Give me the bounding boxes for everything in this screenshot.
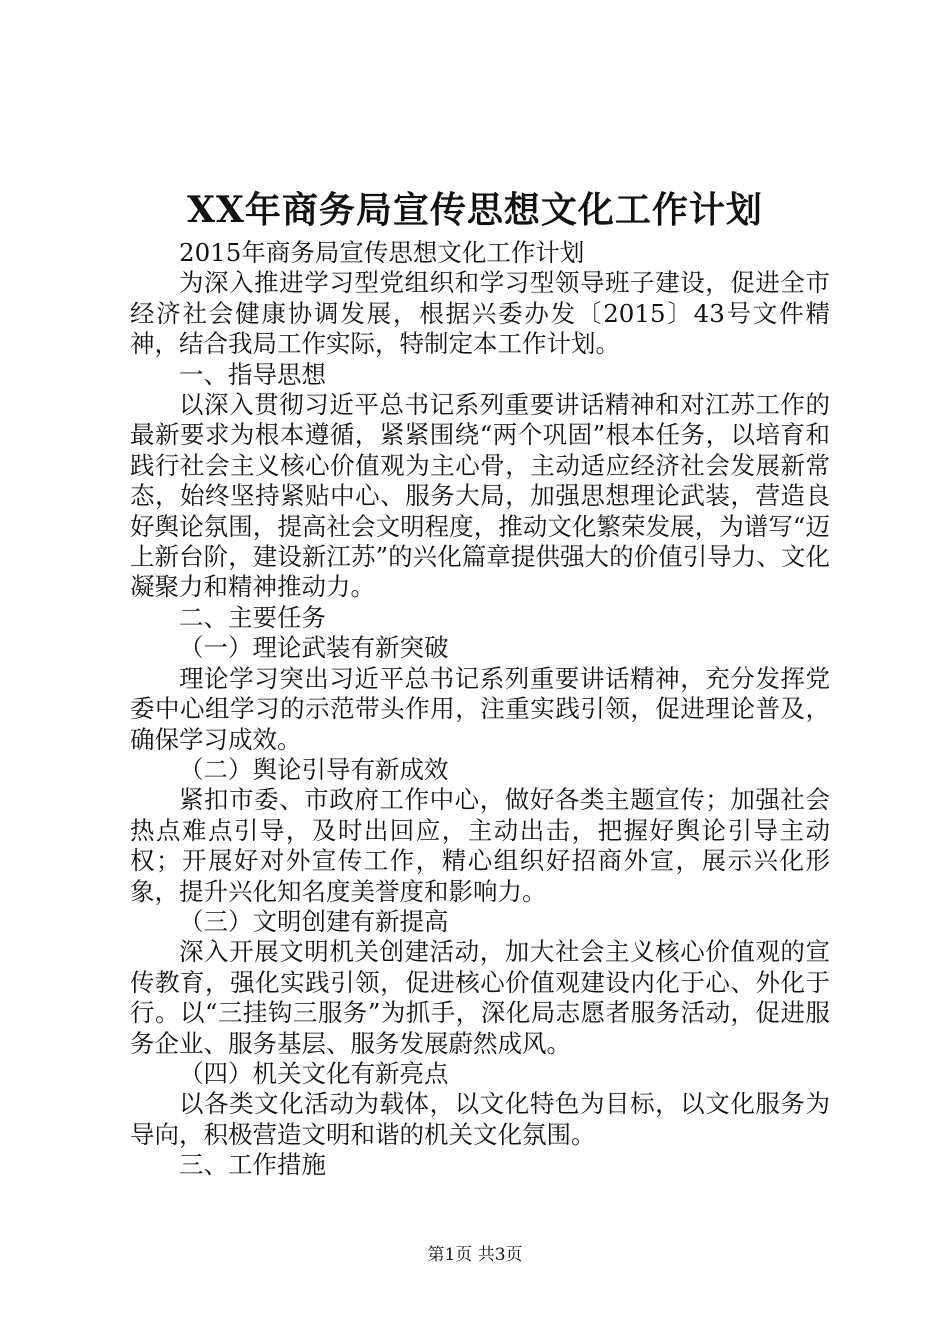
guiding-thought-paragraph: 以深入贯彻习近平总书记系列重要讲话精神和对江苏工作的最新要求为根本遵循，紧紧围绕“两个巩固”根本任务，以培育和践行社会主义核心价值观为主心骨，主动适应经济社会发展新常态，始终坚持紧贴中心、服务大局，加强思想理论武装，营造良好舆论氛围，提高社会文明程度，推动文化繁荣发展，为谱写“迈上新台阶，建设新江苏”的兴化篇章提供强大的价值引导力、文化凝聚力和精神推动力。 <box>130 390 830 602</box>
document-body <box>130 238 830 1181</box>
subheading-office-culture: （四）机关文化有新亮点 <box>179 1058 449 1088</box>
intro-paragraph: 为深入推进学习型党组织和学习型领导班子建设，促进全市经济社会健康协调发展，根据兴委办发〔2015〕43号文件精神，结合我局工作实际，特制定本工作计划。 <box>130 268 830 359</box>
subheading-public-opinion: （二）舆论引导有新成效 <box>179 754 449 784</box>
public-opinion-paragraph: 紧扣市委、市政府工作中心，做好各类主题宣传；加强社会热点难点引导，及时出回应，主动出击，把握好舆论引导主动权；开展好对外宣传工作，精心组织好招商外宣，展示兴化形象，提升兴化知名度美誉度和影响力。 <box>130 785 830 906</box>
section-heading-measures: 三、工作措施 <box>179 1150 326 1180</box>
subtitle-paragraph: 2015年商务局宣传思想文化工作计划 <box>179 238 585 267</box>
civilization-paragraph: 深入开展文明机关创建活动，加大社会主义核心价值观的宣传教育，强化实践引领，促进核心价值观建设内化于心、外化于行。以“三挂钩三服务”为抓手，深化局志愿者服务活动，促进服务企业、服务基层、服务发展蔚然成风。 <box>130 937 830 1058</box>
subheading-theory: （一）理论武装有新突破 <box>179 633 449 663</box>
subheading-civilization: （三）文明创建有新提高 <box>179 906 449 936</box>
page-footer: 第1页 共3页 <box>427 1245 523 1265</box>
section-heading-main-tasks: 二、主要任务 <box>179 602 326 632</box>
theory-paragraph: 理论学习突出习近平总书记系列重要讲话精神，充分发挥党委中心组学习的示范带头作用，注重实践引领，促进理论普及，确保学习成效。 <box>130 663 830 754</box>
section-heading-guiding-thought: 一、指导思想 <box>179 359 326 389</box>
document-title: XX年商务局宣传思想文化工作计划 <box>187 189 763 231</box>
office-culture-paragraph: 以各类文化活动为载体，以文化特色为目标，以文化服务为导向，积极营造文明和谐的机关文化氛围。 <box>130 1089 830 1149</box>
